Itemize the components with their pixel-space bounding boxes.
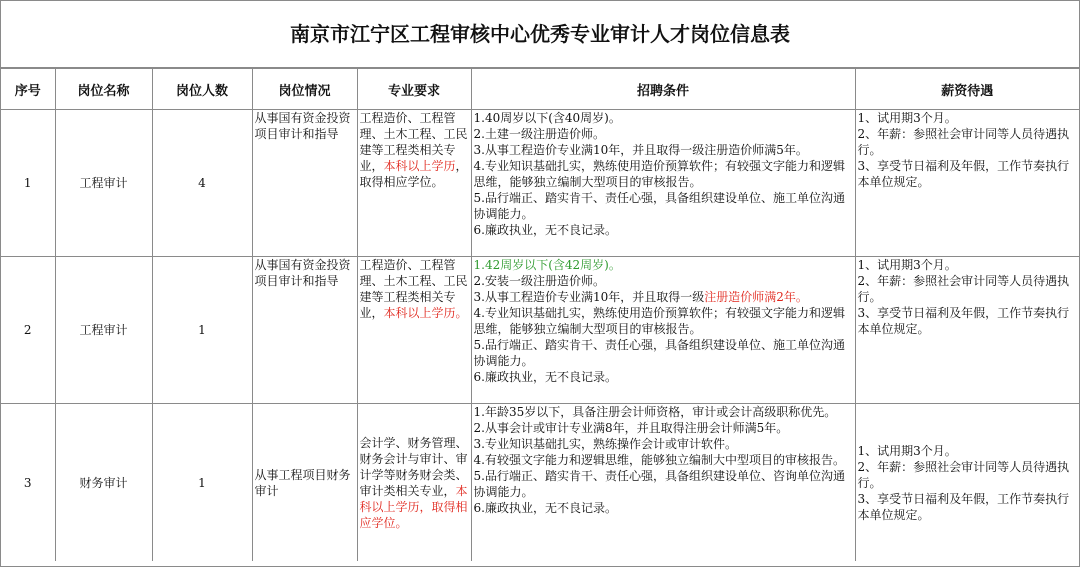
table-row (1, 257, 1079, 404)
cell-major (357, 110, 471, 257)
header-cell-no: 序号 (1, 69, 55, 110)
cell-name: 工程审计 (55, 257, 152, 404)
cell-no: 3 (1, 404, 55, 562)
header-cell-name: 岗位名称 (55, 69, 152, 110)
condition-line: 5.品行端正、踏实肯干、责任心强，具备组织建设单位、施工单位沟通协调能力。 (473, 338, 845, 368)
major-highlight: 本科以上学历，取得相应学位。 (359, 483, 468, 530)
cell-name: 财务审计 (55, 404, 152, 562)
condition-line: 1.年龄35岁以下，具备注册会计师资格，审计或会计高级职称优先。 (473, 405, 837, 419)
salary-line: 1、试用期3个月。 (857, 443, 957, 458)
salary-line: 1、试用期3个月。 (857, 111, 957, 125)
cell-count: 1 (152, 404, 252, 562)
condition-line: 6.廉政执业，无不良记录。 (473, 370, 617, 384)
cell-conditions (471, 257, 855, 404)
cell-count: 1 (152, 257, 252, 404)
header-cell-count: 岗位人数 (152, 69, 252, 110)
salary-line: 3、享受节日福利及年假，工作节奏执行本单位规定。 (857, 491, 1070, 522)
salary-line: 3、享受节日福利及年假，工作节奏执行本单位规定。 (857, 306, 1070, 336)
cell-no: 2 (1, 257, 55, 404)
condition-text: 3.从事工程造价专业满10年，并且取得一级 (473, 290, 705, 304)
major-text: 工程造价、工程管理、土木工程、工民建等工程类相关专业， (359, 111, 468, 173)
cell-name: 工程审计 (55, 110, 152, 257)
condition-line: 6.廉政执业，无不良记录。 (473, 501, 617, 515)
cell-count: 4 (152, 110, 252, 257)
major-text: 会计学、财务管理、财务会计与审计、审计学等财务财会类、审计类相关专业， (359, 435, 468, 498)
condition-line: 4.专业知识基础扎实，熟练使用造价预算软件；有较强文字能力和逻辑思维，能够独立编制大型项目的审核报告。 (473, 159, 845, 189)
header-cell-salary: 薪资待遇 (855, 69, 1079, 110)
salary-line: 2、年薪：参照社会审计同等人员待遇执行。 (857, 274, 1070, 304)
condition-line: 5.品行端正、踏实肯干、责任心强，具备组织建设单位、咨询单位沟通协调能力。 (473, 469, 845, 499)
condition-line: 4.有较强文字能力和逻辑思维，能够独立编制大中型项目的审核报告。 (473, 453, 845, 467)
condition-line: 3.专业知识基础扎实，熟练操作会计或审计软件。 (473, 437, 737, 451)
cell-major (357, 257, 471, 404)
cell-conditions (471, 404, 855, 562)
salary-line: 1、试用期3个月。 (857, 258, 957, 272)
major-highlight: 本科以上学历。 (383, 306, 468, 320)
major-text: 工程造价、工程管理、土木工程、工民建等工程类相关专业， (359, 258, 468, 320)
job-table (1, 68, 1079, 561)
cell-no: 1 (1, 110, 55, 257)
cell-salary (855, 257, 1079, 404)
salary-line: 2、年薪：参照社会审计同等人员待遇执行。 (857, 127, 1070, 157)
header-cell-conditions: 招聘条件 (471, 69, 855, 110)
cell-situation: 从事国有资金投资项目审计和指导 (252, 257, 357, 404)
condition-line: 2.土建一级注册造价师。 (473, 127, 605, 141)
cell-situation: 从事工程项目财务审计 (252, 404, 357, 562)
cell-conditions (471, 110, 855, 257)
condition-highlight: 注册造价师满2年。 (704, 290, 808, 304)
table-row (1, 404, 1079, 562)
salary-line: 3、享受节日福利及年假，工作节奏执行本单位规定。 (857, 159, 1070, 189)
cell-salary (855, 110, 1079, 257)
header-cell-situation: 岗位情况 (252, 69, 357, 110)
condition-line: 4.专业知识基础扎实，熟练使用造价预算软件；有较强文字能力和逻辑思维，能够独立编制大型项目的审核报告。 (473, 306, 845, 336)
major-text-tail: ，取得相应学位。 (359, 159, 468, 189)
condition-line: 1.40周岁以下(含40周岁)。 (473, 111, 621, 125)
condition-line: 3.从事工程造价专业满10年，并且取得一级注册造价师满5年。 (473, 143, 808, 157)
condition-line: 6.廉政执业，无不良记录。 (473, 223, 617, 237)
cell-salary (855, 404, 1079, 562)
cell-major (357, 404, 471, 562)
condition-line (474, 289, 853, 305)
major-highlight: 本科以上学历 (383, 159, 456, 173)
condition-line: 1.42周岁以下(含42周岁)。 (473, 258, 621, 272)
header-cell-major: 专业要求 (357, 69, 471, 110)
header-row (1, 69, 1079, 110)
condition-line: 2.从事会计或审计专业满8年，并且取得注册会计师满5年。 (473, 421, 789, 435)
condition-line: 5.品行端正、踏实肯干、责任心强，具备组织建设单位、施工单位沟通协调能力。 (473, 191, 845, 221)
cell-situation: 从事国有资金投资项目审计和指导 (252, 110, 357, 257)
page-title: 南京市江宁区工程审核中心优秀专业审计人才岗位信息表 (1, 1, 1079, 68)
condition-line: 2.安装一级注册造价师。 (473, 274, 605, 288)
salary-line: 2、年薪：参照社会审计同等人员待遇执行。 (857, 459, 1070, 490)
table-row (1, 110, 1079, 257)
